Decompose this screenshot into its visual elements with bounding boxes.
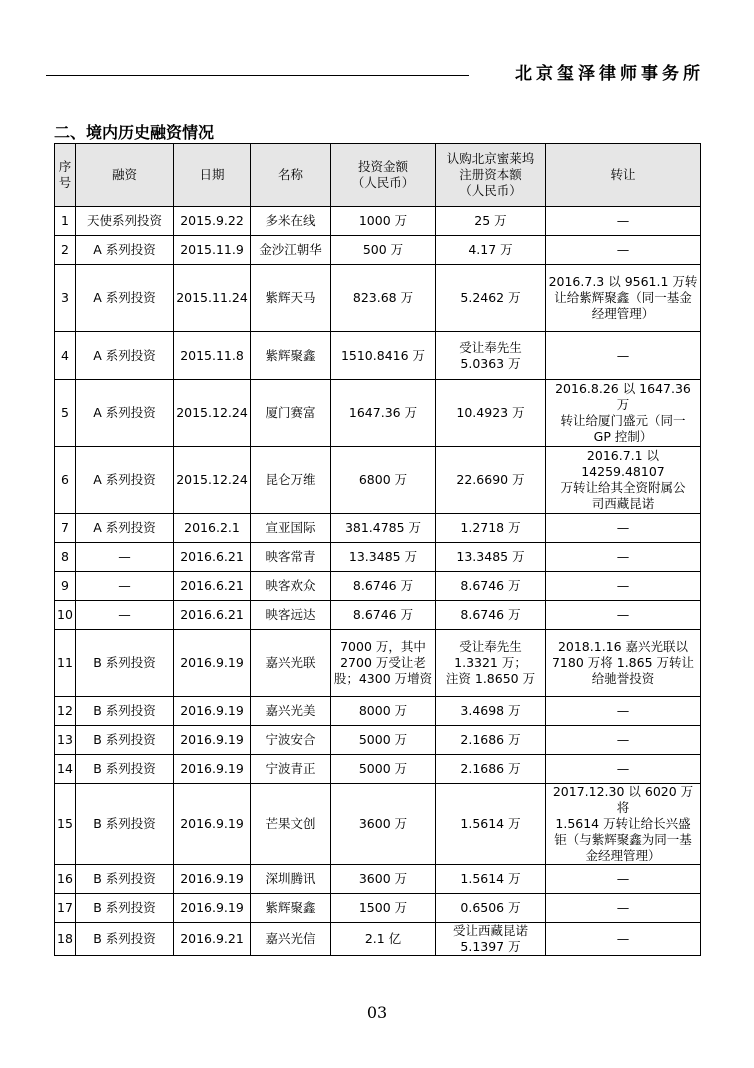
cell-transfer [546, 207, 701, 236]
cell-capital [436, 207, 546, 236]
cell-date: 2016.9.19 [174, 726, 251, 755]
cell-line: 1.5614 万转让给长兴盛 [555, 816, 691, 831]
cell-line: 1.2718 万 [460, 520, 521, 535]
cell-line: 13.3485 万 [348, 549, 418, 564]
cell-date: 2016.9.19 [174, 755, 251, 784]
table-row [55, 332, 701, 380]
cell-no: 12 [55, 697, 76, 726]
cell-capital [436, 572, 546, 601]
header-col-transfer [546, 144, 701, 207]
table-row [55, 923, 701, 956]
cell-line: — [616, 578, 630, 593]
header-line: 序 [58, 159, 72, 174]
cell-no: 17 [55, 894, 76, 923]
cell-round: — [76, 572, 174, 601]
cell-name: 宁波青正 [251, 755, 331, 784]
cell-line: — [616, 242, 630, 257]
cell-name: 映客欢众 [251, 572, 331, 601]
cell-date: 2015.12.24 [174, 380, 251, 447]
cell-line: 8.6746 万 [352, 607, 414, 622]
cell-line: 金经理管理） [585, 848, 661, 863]
cell-amount [331, 697, 436, 726]
cell-date: 2016.9.19 [174, 784, 251, 865]
cell-round: A 系列投资 [76, 447, 174, 514]
header-col-amount [331, 144, 436, 207]
cell-line: 2016.7.1 以 14259.48107 [581, 448, 665, 479]
cell-capital [436, 332, 546, 380]
cell-capital [436, 755, 546, 784]
cell-line: 5000 万 [358, 732, 408, 747]
cell-line: 5000 万 [358, 761, 408, 776]
table-body [55, 207, 701, 956]
table-row [55, 447, 701, 514]
table-row [55, 784, 701, 865]
cell-line: — [616, 520, 630, 535]
cell-line: — [616, 607, 630, 622]
cell-round: B 系列投资 [76, 726, 174, 755]
cell-amount [331, 543, 436, 572]
cell-no: 18 [55, 923, 76, 956]
cell-name: 映客远达 [251, 601, 331, 630]
header-col-capital [436, 144, 546, 207]
cell-line: — [616, 931, 630, 946]
cell-capital [436, 265, 546, 332]
cell-name: 宁波安合 [251, 726, 331, 755]
cell-no: 8 [55, 543, 76, 572]
cell-date: 2016.9.19 [174, 630, 251, 697]
cell-capital [436, 236, 546, 265]
cell-line: 10.4923 万 [456, 405, 525, 420]
cell-transfer [546, 447, 701, 514]
cell-line: 3.4698 万 [460, 703, 521, 718]
cell-date: 2016.9.19 [174, 697, 251, 726]
cell-line: 5.1397 万 [460, 939, 521, 954]
cell-round: B 系列投资 [76, 784, 174, 865]
table-row [55, 543, 701, 572]
cell-round: A 系列投资 [76, 265, 174, 332]
cell-transfer [546, 697, 701, 726]
table-row [55, 630, 701, 697]
cell-amount [331, 601, 436, 630]
cell-name: 嘉兴光美 [251, 697, 331, 726]
cell-no: 11 [55, 630, 76, 697]
cell-transfer [546, 755, 701, 784]
cell-name: 金沙江朝华 [251, 236, 331, 265]
cell-no: 3 [55, 265, 76, 332]
cell-transfer [546, 380, 701, 447]
cell-line: 1.3321 万； [454, 655, 527, 670]
cell-line: — [616, 347, 630, 363]
cell-line: 受让奉先生 [459, 339, 522, 355]
cell-name: 芒果文创 [251, 784, 331, 865]
cell-name: 映客常青 [251, 543, 331, 572]
cell-name: 嘉兴光信 [251, 923, 331, 956]
cell-line: 转让给厦门盛元（同一 [560, 413, 686, 428]
cell-line: — [616, 761, 630, 776]
cell-round: A 系列投资 [76, 332, 174, 380]
cell-round: 天使系列投资 [76, 207, 174, 236]
cell-capital [436, 894, 546, 923]
cell-line: 4.17 万 [468, 242, 513, 257]
cell-line: 万转让给其全资附属公 [560, 480, 686, 495]
cell-date: 2016.9.19 [174, 894, 251, 923]
cell-line: 让给紫辉聚鑫（同一基金 [554, 290, 692, 305]
cell-name: 嘉兴光联 [251, 630, 331, 697]
cell-name: 宣亚国际 [251, 514, 331, 543]
cell-line: 司西藏昆诺 [591, 496, 655, 511]
table-row [55, 865, 701, 894]
table-row [55, 601, 701, 630]
table-row [55, 572, 701, 601]
cell-line: 给驰誉投资 [591, 671, 655, 686]
cell-date: 2016.6.21 [174, 543, 251, 572]
cell-transfer [546, 332, 701, 380]
cell-round: — [76, 543, 174, 572]
header-col-no [55, 144, 76, 207]
cell-line: 1647.36 万 [348, 405, 418, 420]
cell-no: 15 [55, 784, 76, 865]
cell-capital [436, 697, 546, 726]
cell-date: 2016.6.21 [174, 572, 251, 601]
cell-line: — [616, 213, 630, 228]
header-line: 融资 [111, 167, 137, 182]
cell-capital [436, 630, 546, 697]
cell-line: GP 控制） [593, 429, 653, 444]
cell-amount [331, 265, 436, 332]
financing-history-table [54, 143, 701, 956]
cell-transfer [546, 265, 701, 332]
cell-name: 多米在线 [251, 207, 331, 236]
cell-name: 昆仑万维 [251, 447, 331, 514]
cell-transfer [546, 923, 701, 956]
cell-line: 0.6506 万 [460, 900, 521, 915]
cell-date: 2016.2.1 [174, 514, 251, 543]
cell-transfer [546, 236, 701, 265]
header-line: 日期 [199, 167, 225, 182]
cell-no: 14 [55, 755, 76, 784]
cell-line: 8.6746 万 [352, 578, 414, 593]
header-line: 认购北京蜜莱坞 [446, 151, 535, 166]
cell-amount [331, 923, 436, 956]
cell-round: B 系列投资 [76, 923, 174, 956]
cell-line: 2.1 亿 [364, 931, 402, 946]
cell-line: 1.5614 万 [460, 816, 521, 831]
cell-date: 2016.9.19 [174, 865, 251, 894]
cell-amount [331, 865, 436, 894]
cell-capital [436, 784, 546, 865]
cell-amount [331, 755, 436, 784]
cell-line: 2700 万受让老 [340, 655, 426, 670]
header-line: （人民币） [351, 175, 415, 190]
cell-capital [436, 543, 546, 572]
cell-no: 16 [55, 865, 76, 894]
cell-transfer [546, 514, 701, 543]
cell-amount [331, 784, 436, 865]
cell-line: — [616, 900, 630, 915]
cell-line: 2.1686 万 [460, 761, 521, 776]
cell-line: 股；4300 万增资 [333, 671, 433, 686]
cell-line: — [616, 549, 630, 564]
cell-line: 2016.7.3 以 9561.1 万转 [548, 274, 698, 289]
cell-transfer [546, 894, 701, 923]
cell-line: 受让奉先生 [459, 639, 522, 654]
cell-amount [331, 380, 436, 447]
cell-line: 22.6690 万 [456, 472, 525, 487]
cell-line: 8.6746 万 [460, 607, 521, 622]
cell-no: 7 [55, 514, 76, 543]
table-row [55, 697, 701, 726]
cell-round: B 系列投资 [76, 697, 174, 726]
cell-line: 注资 1.8650 万 [445, 671, 536, 686]
cell-round: A 系列投资 [76, 236, 174, 265]
page-number: 03 [366, 1003, 388, 1022]
cell-no: 2 [55, 236, 76, 265]
cell-capital [436, 865, 546, 894]
cell-round: B 系列投资 [76, 894, 174, 923]
cell-no: 6 [55, 447, 76, 514]
cell-transfer [546, 865, 701, 894]
cell-amount [331, 572, 436, 601]
cell-capital [436, 601, 546, 630]
cell-capital [436, 726, 546, 755]
cell-round: B 系列投资 [76, 630, 174, 697]
cell-line: — [616, 732, 630, 747]
cell-amount [331, 332, 436, 380]
header-col-name [251, 144, 331, 207]
table-row [55, 265, 701, 332]
header-line: 号 [58, 175, 72, 190]
cell-capital [436, 447, 546, 514]
cell-amount [331, 447, 436, 514]
cell-line: — [616, 703, 630, 718]
header-line: 名称 [277, 167, 303, 182]
cell-line: 3600 万 [358, 871, 408, 886]
cell-line: 7180 万将 1.865 万转让 [551, 655, 695, 670]
cell-name: 厦门赛富 [251, 380, 331, 447]
cell-amount [331, 236, 436, 265]
cell-line: 13.3485 万 [456, 549, 525, 564]
cell-transfer [546, 601, 701, 630]
table-header-row [55, 144, 701, 207]
cell-line: 经理管理） [591, 306, 655, 321]
cell-date: 2015.11.24 [174, 265, 251, 332]
cell-line: 6800 万 [358, 472, 408, 487]
cell-amount [331, 894, 436, 923]
cell-transfer [546, 630, 701, 697]
cell-no: 10 [55, 601, 76, 630]
cell-round: B 系列投资 [76, 755, 174, 784]
cell-date: 2015.12.24 [174, 447, 251, 514]
cell-name: 紫辉聚鑫 [251, 332, 331, 380]
cell-line: 5.2462 万 [460, 290, 521, 305]
cell-date: 2016.6.21 [174, 601, 251, 630]
cell-line: 2017.12.30 以 6020 万将 [552, 784, 694, 815]
cell-line: 823.68 万 [352, 290, 414, 305]
firm-name: 北京玺泽律师事务所 [515, 64, 704, 84]
cell-transfer [546, 543, 701, 572]
cell-line: 2016.8.26 以 1647.36 万 [555, 381, 691, 412]
cell-line: 钜（与紫辉聚鑫为同一基 [554, 832, 692, 847]
table-row [55, 755, 701, 784]
cell-name: 紫辉天马 [251, 265, 331, 332]
header-line: 注册资本额 [459, 167, 522, 182]
cell-date: 2016.9.21 [174, 923, 251, 956]
header-col-round [76, 144, 174, 207]
section-title: 二、境内历史融资情况 [54, 123, 215, 142]
table-row [55, 236, 701, 265]
header-line: （人民币） [459, 183, 522, 198]
cell-amount [331, 207, 436, 236]
cell-capital [436, 923, 546, 956]
cell-line: 1500 万 [358, 900, 408, 915]
cell-no: 13 [55, 726, 76, 755]
cell-line: — [616, 871, 630, 886]
cell-name: 紫辉聚鑫 [251, 894, 331, 923]
cell-date: 2015.11.8 [174, 332, 251, 380]
header-col-date [174, 144, 251, 207]
cell-line: 受让西藏昆诺 [452, 923, 528, 938]
header-rule [46, 75, 469, 76]
cell-line: 2.1686 万 [460, 732, 521, 747]
cell-round: B 系列投资 [76, 865, 174, 894]
cell-date: 2015.11.9 [174, 236, 251, 265]
cell-round: A 系列投资 [76, 380, 174, 447]
cell-date: 2015.9.22 [174, 207, 251, 236]
cell-line: 25 万 [474, 213, 507, 228]
cell-capital [436, 514, 546, 543]
cell-round: A 系列投资 [76, 514, 174, 543]
cell-line: 1000 万 [358, 213, 408, 228]
cell-no: 4 [55, 332, 76, 380]
cell-line: 3600 万 [358, 816, 408, 831]
cell-name: 深圳腾讯 [251, 865, 331, 894]
cell-line: 1.5614 万 [460, 871, 521, 886]
cell-no: 9 [55, 572, 76, 601]
cell-line: 381.4785 万 [344, 520, 422, 535]
cell-round: — [76, 601, 174, 630]
cell-line: 2018.1.16 嘉兴光联以 [557, 639, 689, 654]
table-row [55, 514, 701, 543]
cell-transfer [546, 572, 701, 601]
table-row [55, 207, 701, 236]
cell-capital [436, 380, 546, 447]
cell-line: 1510.8416 万 [340, 347, 426, 363]
table-row [55, 726, 701, 755]
cell-amount [331, 630, 436, 697]
cell-line: 8.6746 万 [460, 578, 521, 593]
header-line: 转让 [610, 167, 636, 182]
header-line: 投资金额 [357, 159, 408, 174]
cell-line: 5.0363 万 [460, 355, 521, 371]
cell-amount [331, 514, 436, 543]
table-row [55, 894, 701, 923]
cell-transfer [546, 726, 701, 755]
cell-amount [331, 726, 436, 755]
cell-line: 500 万 [362, 242, 404, 257]
cell-no: 5 [55, 380, 76, 447]
cell-transfer [546, 784, 701, 865]
table-row [55, 380, 701, 447]
cell-line: 8000 万 [358, 703, 408, 718]
cell-no: 1 [55, 207, 76, 236]
cell-line: 7000 万，其中 [340, 639, 426, 654]
